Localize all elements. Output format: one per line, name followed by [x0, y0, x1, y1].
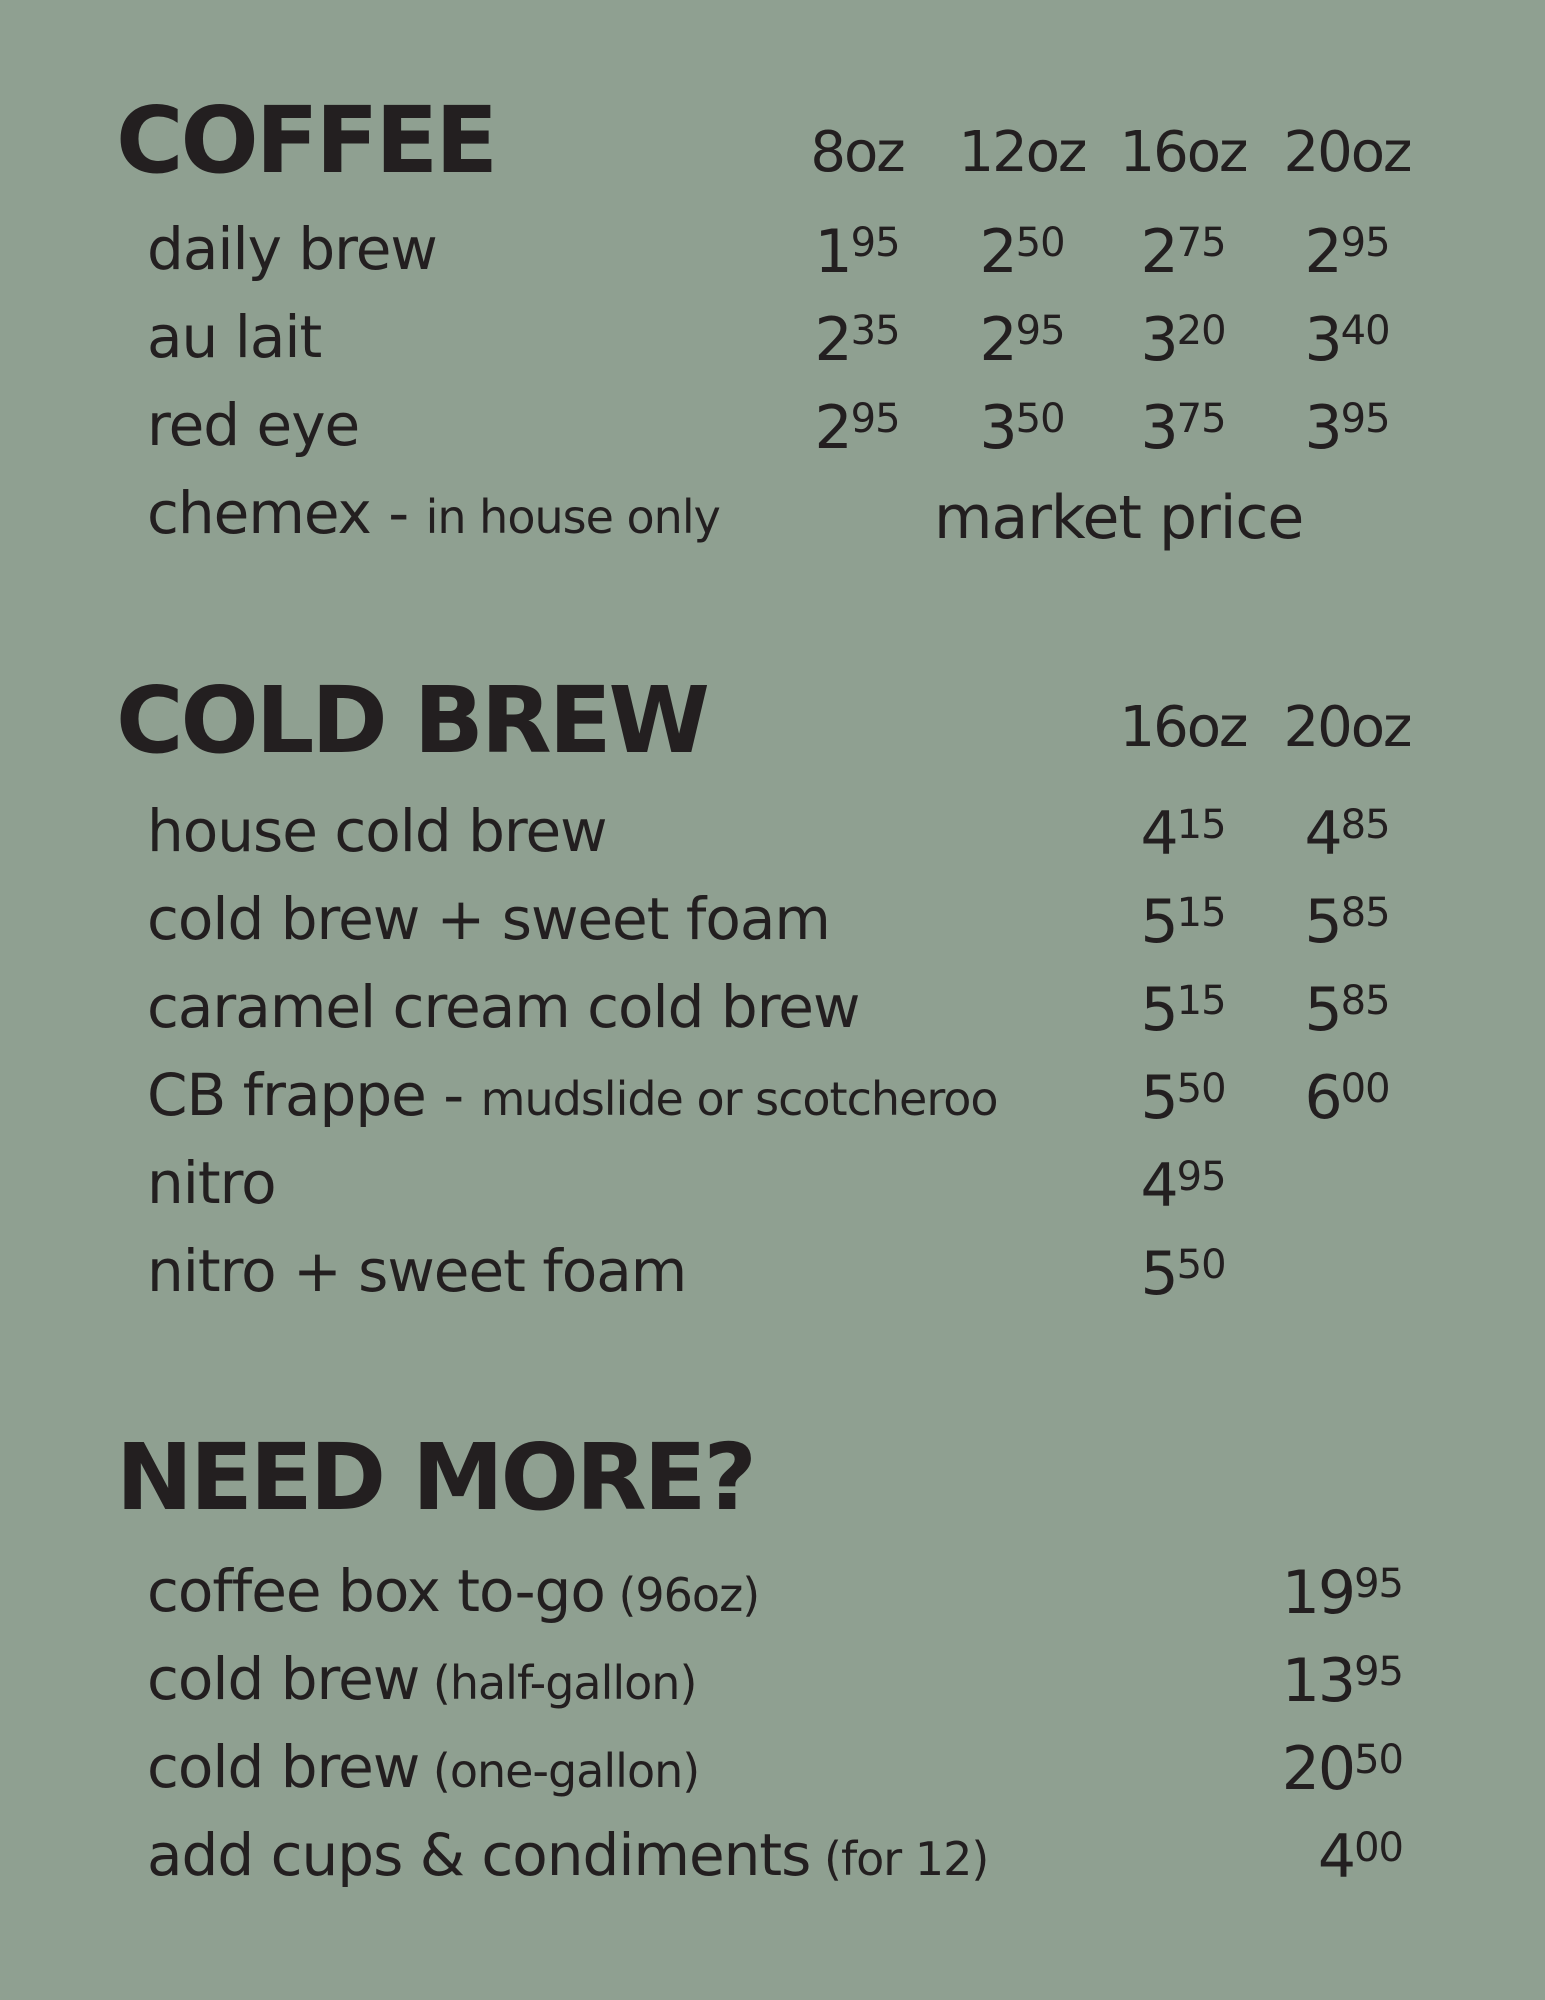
chemex-market-price: market price [934, 483, 1304, 553]
price-red-eye-16oz: $3^{75}$ [1140, 393, 1226, 463]
price-cb-frappe-16oz: $5^{50}$ [1140, 1063, 1226, 1133]
coffee-section-title: COFFEE [116, 87, 496, 194]
need-more-item-cups-condiments: add cups & condiments (for 12) [147, 1821, 989, 1889]
need-more-item-coffee-box: coffee box to-go (96oz) [147, 1557, 760, 1625]
coffee-size-20oz: 20oz [1283, 120, 1411, 185]
coffee-item-chemex: chemex - in house only [147, 479, 720, 547]
cb-frappe-note: mudslide or scotcheroo [480, 1072, 998, 1126]
half-gallon-note: (half-gallon) [419, 1656, 697, 1710]
coffee-size-16oz: 16oz [1119, 120, 1247, 185]
price-au-lait-20oz: $3^{40}$ [1304, 305, 1390, 375]
coffee-item-red-eye: red eye [147, 391, 360, 459]
need-more-section-title: NEED MORE? [116, 1424, 754, 1531]
price-au-lait-8oz: $2^{35}$ [814, 305, 900, 375]
price-house-cold-brew-20oz: $4^{85}$ [1304, 799, 1390, 869]
price-caramel-cream-20oz: $5^{85}$ [1304, 975, 1390, 1045]
cups-condiments-note: (for 12) [810, 1832, 989, 1886]
price-half-gallon: $13^{95}$ [1281, 1646, 1403, 1716]
need-more-item-one-gallon: cold brew (one-gallon) [147, 1733, 700, 1801]
cold-brew-section-title: COLD BREW [116, 667, 708, 774]
price-cb-sweet-foam-16oz: $5^{15}$ [1140, 887, 1226, 957]
price-coffee-box: $19^{95}$ [1281, 1558, 1403, 1628]
cold-brew-item-sweet-foam: cold brew + sweet foam [147, 885, 830, 953]
price-daily-brew-20oz: $2^{95}$ [1304, 217, 1390, 287]
price-caramel-cream-16oz: $5^{15}$ [1140, 975, 1226, 1045]
chemex-note: in house only [425, 490, 720, 544]
price-cups-condiments: $4^{00}$ [1317, 1822, 1403, 1892]
price-nitro-16oz: $4^{95}$ [1140, 1151, 1226, 1221]
need-more-item-half-gallon: cold brew (half-gallon) [147, 1645, 697, 1713]
coffee-size-12oz: 12oz [958, 120, 1086, 185]
price-red-eye-20oz: $3^{95}$ [1304, 393, 1390, 463]
price-cb-frappe-20oz: $6^{00}$ [1304, 1063, 1390, 1133]
coffee-item-au-lait: au lait [147, 303, 322, 371]
coffee-box-note: (96oz) [604, 1568, 760, 1622]
cold-brew-item-cb-frappe: CB frappe - mudslide or scotcheroo [147, 1061, 998, 1129]
price-daily-brew-16oz: $2^{75}$ [1140, 217, 1226, 287]
price-daily-brew-8oz: $1^{95}$ [814, 217, 900, 287]
cold-brew-size-16oz: 16oz [1119, 695, 1247, 760]
coffee-item-daily-brew: daily brew [147, 215, 437, 283]
price-red-eye-8oz: $2^{95}$ [814, 393, 900, 463]
price-nitro-sweet-foam-16oz: $5^{50}$ [1140, 1239, 1226, 1309]
one-gallon-note: (one-gallon) [419, 1744, 700, 1798]
price-one-gallon: $20^{50}$ [1281, 1734, 1403, 1804]
coffee-size-8oz: 8oz [810, 120, 904, 185]
price-house-cold-brew-16oz: $4^{15}$ [1140, 799, 1226, 869]
cold-brew-item-caramel-cream: caramel cream cold brew [147, 973, 860, 1041]
price-au-lait-12oz: $2^{95}$ [979, 305, 1065, 375]
cold-brew-item-nitro: nitro [147, 1149, 276, 1217]
cold-brew-size-20oz: 20oz [1283, 695, 1411, 760]
cold-brew-item-house: house cold brew [147, 797, 607, 865]
price-red-eye-12oz: $3^{50}$ [979, 393, 1065, 463]
cold-brew-item-nitro-sweet-foam: nitro + sweet foam [147, 1237, 687, 1305]
price-cb-sweet-foam-20oz: $5^{85}$ [1304, 887, 1390, 957]
price-au-lait-16oz: $3^{20}$ [1140, 305, 1226, 375]
price-daily-brew-12oz: $2^{50}$ [979, 217, 1065, 287]
